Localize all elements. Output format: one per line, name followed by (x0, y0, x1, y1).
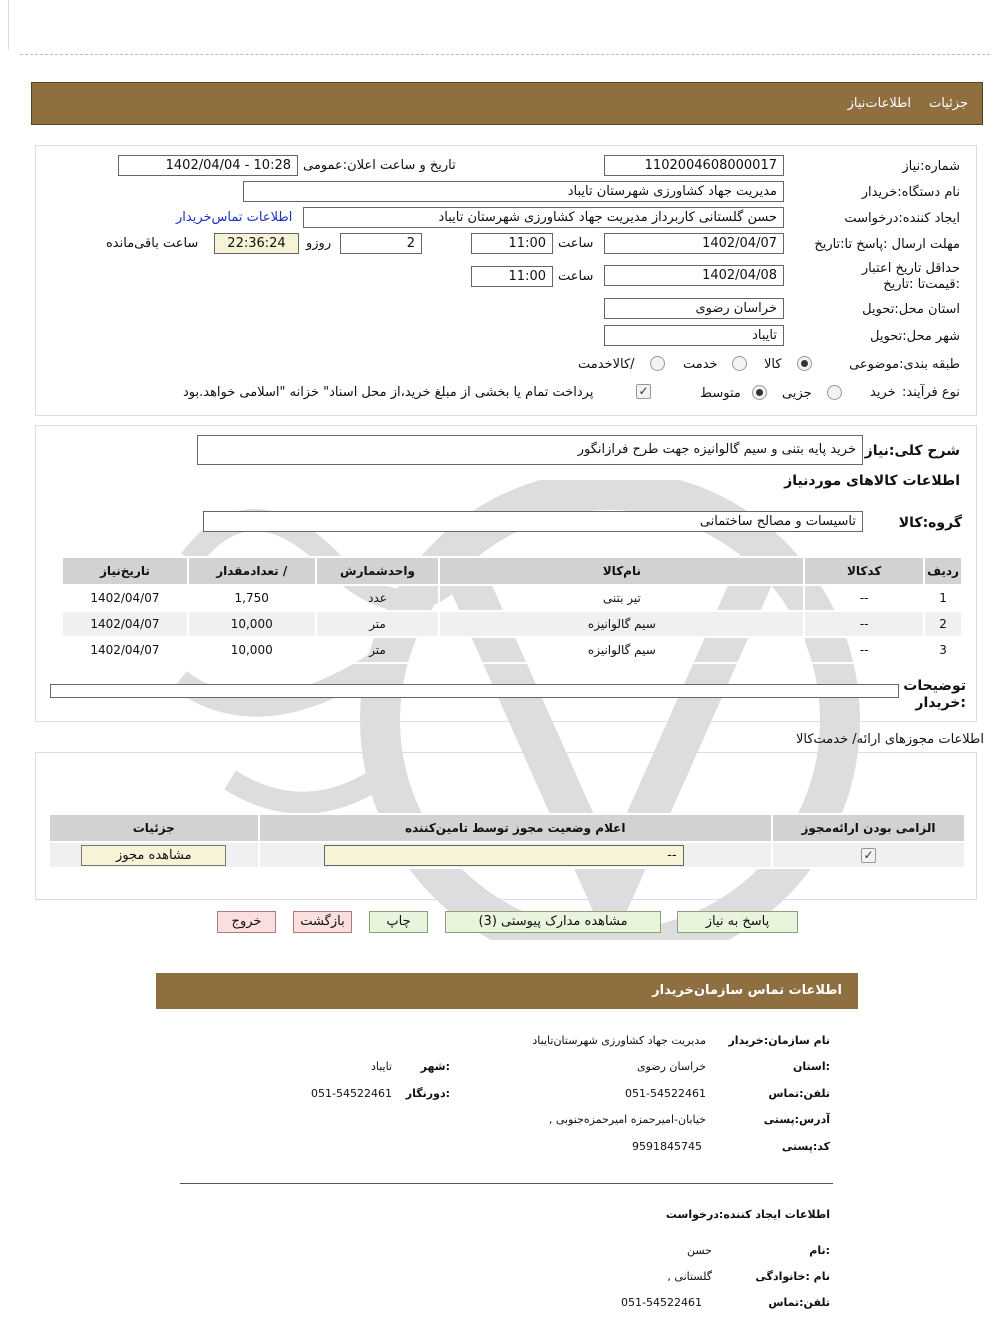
cell-row: 2 (924, 611, 962, 637)
contact-city-label: :شهر (420, 1060, 450, 1073)
print-button[interactable]: چاپ (369, 911, 428, 933)
creator-section-title: اطلاعات ایجاد کننده:درخواست (665, 1208, 830, 1221)
announce-field: 1402/04/04 - 10:28 (118, 155, 298, 176)
contact-address-label: آدرس:پستی (763, 1113, 830, 1126)
days-field: 2 (340, 233, 422, 254)
city-label: شهر محل:تحویل (870, 329, 960, 344)
buyer-org-label: نام دستگاه:خریدار (861, 185, 960, 200)
col-unit: واحدشمارش (316, 557, 440, 585)
cell-qty: 10,000 (188, 637, 316, 663)
creator-family-value: گلستانی , (667, 1270, 712, 1283)
creator-field: حسن گلستانی کاربرداز مدیریت جهاد کشاورزی شهرستان تایباد (303, 207, 784, 228)
validity-time-label: ساعت (558, 269, 594, 284)
contact-address-value: خیابان-امیرحمزه امیرحمزه‌جنوبی , (548, 1113, 706, 1126)
summary-label: شرح کلی:نیاز (864, 443, 960, 459)
category-goods-label: کالا (764, 357, 782, 372)
deadline-date-field: 1402/04/07 (604, 233, 784, 254)
category-label: طبقه بندی:موضوعی (849, 357, 960, 372)
category-goods-service-radio[interactable] (650, 356, 665, 371)
cell-name: سیم گالوانیزه (439, 637, 804, 663)
col-permit-details: جزئیات (49, 814, 259, 842)
category-goods-radio[interactable] (797, 356, 812, 371)
cell-unit: متر (316, 637, 440, 663)
validity-date-field: 1402/04/08 (604, 265, 784, 286)
cell-qty: 10,000 (188, 611, 316, 637)
creator-phone-value: 051-54522461 (621, 1296, 702, 1309)
cell-date: 1402/04/07 (62, 637, 188, 663)
contact-province-value: خراسان رضوی (636, 1060, 706, 1073)
frame-line (8, 0, 9, 50)
treasury-payment-note: پرداخت تمام یا بخشی از مبلغ خرید،از محل اسناد" خزانه "اسلامی خواهد.بود (183, 385, 594, 400)
col-code: کدکالا (804, 557, 924, 585)
process-medium-label: متوسط (700, 386, 741, 401)
col-name: نام‌کالا (439, 557, 804, 585)
exit-button[interactable]: خروج (217, 911, 276, 933)
cell-name: سیم گالوانیزه (439, 611, 804, 637)
contact-postal-value: 9591845745 (632, 1140, 702, 1153)
creator-phone-label: تلفن:تماس (768, 1296, 830, 1309)
deadline-time-field: 11:00 (471, 233, 553, 254)
contact-fax-value: 051-54522461 (311, 1087, 392, 1100)
summary-field: خرید پایه بتنی و سیم گالوانیزه جهت طرح فرازانگور (197, 435, 863, 465)
cell-code: -- (804, 637, 924, 663)
process-label: نوع فرآیند: (902, 385, 960, 400)
need-number-field: 1102004608000017 (604, 155, 784, 176)
cell-row: 3 (924, 637, 962, 663)
creator-family-label: نام :خانوادگی (755, 1270, 830, 1283)
contact-phone-value: 051-54522461 (625, 1087, 706, 1100)
remaining-time-label: ساعت باقی‌مانده (106, 236, 199, 251)
contact-divider (180, 1183, 833, 1184)
cell-date: 1402/04/07 (62, 611, 188, 637)
col-permit-required: الزامی بودن ارائه‌مجوز (772, 814, 965, 842)
permit-required-checkbox[interactable]: ✓ (861, 848, 876, 863)
province-field: خراسان رضوی (604, 298, 784, 319)
attachments-button[interactable]: مشاهده مدارک پیوستی (3) (445, 911, 661, 933)
table-row (62, 611, 962, 637)
creator-name-label: :نام (809, 1244, 830, 1257)
process-minor-label: جزیی (782, 386, 812, 401)
validity-time-field: 11:00 (471, 266, 553, 287)
contact-province-label: :استان (793, 1060, 830, 1073)
days-label: روزو (306, 236, 332, 251)
contact-postal-label: کد:پستی (781, 1140, 830, 1153)
cell-code: -- (804, 611, 924, 637)
contact-fax-label: :دورنگار (405, 1087, 450, 1100)
need-number-label: شماره:نیاز (902, 159, 960, 174)
category-service-label: خدمت (683, 357, 718, 372)
permit-row (49, 842, 965, 868)
contact-org-label: نام سازمان:خریدار (728, 1034, 830, 1047)
goods-group-field: تاسیسات و مصالح ساختمانی (203, 511, 863, 532)
cell-date: 1402/04/07 (62, 585, 188, 611)
remaining-time-field: 22:36:24 (214, 233, 299, 254)
creator-name-value: حسن (687, 1244, 712, 1257)
reply-button[interactable]: پاسخ به نیاز (677, 911, 798, 933)
col-qty: / تعدادمقدار (188, 557, 316, 585)
contact-city-value: تایباد (370, 1060, 392, 1073)
process-medium-radio[interactable] (752, 385, 767, 400)
table-row (62, 637, 962, 663)
permit-status-field[interactable]: -- (324, 845, 684, 866)
category-goods-service-label: /کالاخدمت (578, 357, 635, 372)
process-minor-radio[interactable] (827, 385, 842, 400)
view-permit-button[interactable]: مشاهده مجوز (81, 845, 226, 866)
city-field: تایباد (604, 325, 784, 346)
deadline-label: مهلت ارسال :پاسخ تا:تاریخ (814, 237, 960, 252)
cell-unit: عدد (316, 585, 440, 611)
details-header (31, 82, 983, 125)
breadcrumb-need-info[interactable]: اطلاعات‌نیاز (847, 96, 912, 111)
table-row (62, 585, 962, 611)
creator-label: ایجاد کننده:درخواست (844, 211, 960, 226)
contact-phone-label: تلفن:تماس (768, 1087, 830, 1100)
deadline-time-label: ساعت (558, 236, 594, 251)
buyer-org-field: مدیریت جهاد کشاورزی شهرستان تایباد (243, 181, 784, 202)
buyer-contact-link[interactable]: اطلاعات تماس‌خریدار (176, 210, 293, 225)
cell-qty: 1,750 (188, 585, 316, 611)
col-row: ردیف (924, 557, 962, 585)
permits-title: اطلاعات مجوزهای ارائه/ خدمت‌کالا (795, 732, 984, 747)
province-label: استان محل:تحویل (862, 302, 960, 317)
cell-row: 1 (924, 585, 962, 611)
validity-label: حداقل تاریخ اعتبار :قیمت‌تا :تاریخ (861, 261, 960, 292)
breadcrumb-details[interactable]: جزئیات (929, 96, 968, 111)
contact-header: اطلاعات تماس سازمان‌خریدار (156, 973, 858, 1009)
permits-table (48, 813, 966, 869)
contact-org-value: مدیریت جهاد کشاورزی شهرستان‌تایباد (532, 1034, 706, 1047)
goods-section-title: اطلاعات کالاهای موردنیاز (784, 473, 960, 489)
treasury-payment-checkbox[interactable]: ✓ (636, 384, 651, 399)
cell-unit: متر (316, 611, 440, 637)
goods-group-label: گروه:کالا (898, 515, 962, 531)
col-permit-status: اعلام وضعیت مجوز توسط تامین‌کننده (259, 814, 772, 842)
announce-label: تاریخ و ساعت اعلان:عمومی (303, 158, 456, 173)
process-purchase-label: خرید (870, 385, 896, 400)
back-button[interactable]: بازگشت (293, 911, 352, 933)
col-date: تاریخ‌نیاز (62, 557, 188, 585)
cell-name: تیر بتنی (439, 585, 804, 611)
goods-table (61, 556, 963, 664)
category-service-radio[interactable] (732, 356, 747, 371)
buyer-notes-field (50, 684, 899, 698)
divider (20, 54, 990, 55)
buyer-notes-label: توضیحات :خریدار (903, 678, 966, 711)
cell-code: -- (804, 585, 924, 611)
